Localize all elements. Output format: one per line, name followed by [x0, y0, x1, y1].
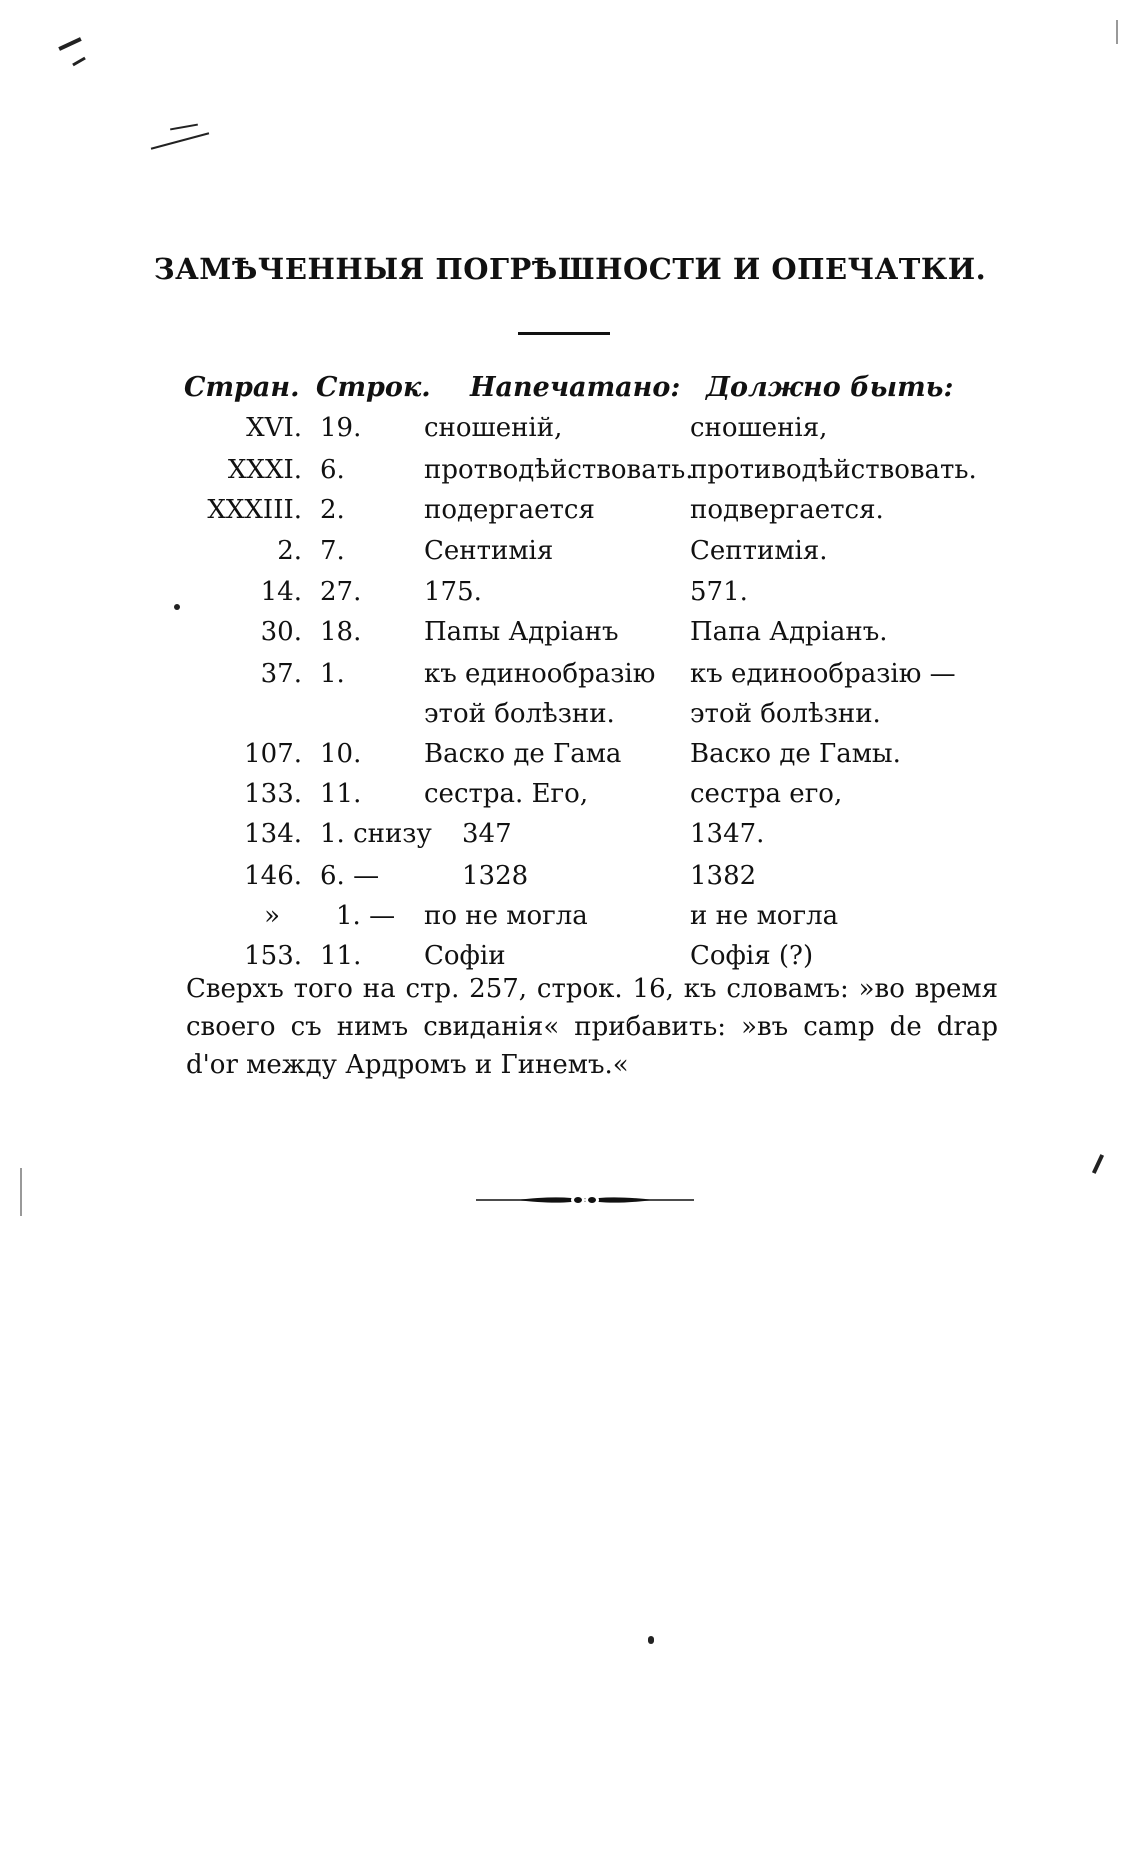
row-line: 18. — [320, 617, 362, 647]
row-printed: подергается — [424, 495, 595, 525]
row-line: 1. снизу — [320, 819, 432, 849]
table-row — [0, 572, 1140, 612]
row-printed: къ единообразію — [424, 659, 656, 689]
row-printed: сестра. Его, — [424, 779, 589, 809]
column-header-correct: Должно быть: — [706, 372, 954, 403]
column-header-printed: Напечатано: — [470, 372, 681, 403]
row-page: » — [264, 901, 280, 931]
row-correct: 1347. — [690, 819, 765, 849]
row-printed: этой болѣзни. — [424, 699, 615, 729]
row-line: 2. — [320, 495, 345, 525]
row-printed: 175. — [424, 577, 482, 607]
row-correct: къ единообразію — — [690, 659, 956, 689]
row-printed: сношеній, — [424, 413, 563, 443]
row-line: 27. — [320, 577, 362, 607]
row-correct: Папа Адріанъ. — [690, 617, 888, 647]
row-page: 37. — [260, 659, 302, 689]
row-correct: Септимія. — [690, 536, 828, 566]
row-correct: 1382 — [690, 861, 757, 891]
scan-mark — [20, 1168, 22, 1216]
row-correct: этой болѣзни. — [690, 699, 881, 729]
row-correct: Софія (?) — [690, 941, 814, 971]
row-printed: протводѣйствовать. — [424, 455, 694, 485]
scan-mark — [648, 1636, 654, 1644]
row-line: 7. — [320, 536, 345, 566]
row-correct: сношенія, — [690, 413, 828, 443]
row-page: 30. — [260, 617, 302, 647]
row-correct: сестра его, — [690, 779, 843, 809]
table-row — [0, 408, 1140, 448]
column-header-page: Стран. — [184, 372, 300, 403]
row-printed: Васко де Гама — [424, 739, 622, 769]
row-page: 146. — [244, 861, 302, 891]
row-page: XXXIII. — [207, 495, 302, 525]
row-page: XXXI. — [227, 455, 302, 485]
row-printed: Папы Адріанъ — [424, 617, 619, 647]
row-printed: 347 — [462, 819, 512, 849]
scan-mark — [1092, 1154, 1104, 1174]
title-rule — [518, 332, 610, 335]
page-title: ЗАМѢЧЕННЫЯ ПОГРѢШНОСТИ И ОПЕЧАТКИ. — [153, 252, 987, 286]
scan-mark — [1116, 20, 1118, 44]
row-printed: Сентимія — [424, 536, 554, 566]
table-row — [0, 450, 1140, 490]
row-line: 11. — [320, 779, 362, 809]
row-page: 153. — [244, 941, 302, 971]
scan-mark — [151, 132, 209, 149]
scan-mark — [58, 37, 81, 51]
row-printed: по не могла — [424, 901, 588, 931]
scan-mark — [170, 124, 198, 131]
table-row — [0, 856, 1140, 896]
row-printed: 1328 — [462, 861, 529, 891]
row-correct: Васко де Гамы. — [690, 739, 901, 769]
row-correct: 571. — [690, 577, 748, 607]
table-row — [0, 896, 1140, 936]
addendum-note: Сверхъ того на стр. 257, строк. 16, къ словамъ: »во время своего съ нимъ свиданія« прибавить: »въ camp de drap d'or между Ардромъ и Гинемъ.« — [186, 974, 998, 1080]
row-page: XVI. — [246, 413, 302, 443]
row-page: 133. — [244, 779, 302, 809]
row-line: 19. — [320, 413, 362, 443]
row-correct: противодѣйствовать. — [690, 455, 977, 485]
scan-mark — [72, 57, 86, 67]
row-correct: подвергается. — [690, 495, 884, 525]
row-line: 1. — [320, 659, 345, 689]
row-page: 134. — [244, 819, 302, 849]
table-row — [0, 814, 1140, 854]
row-line: 10. — [320, 739, 362, 769]
row-page: 107. — [244, 739, 302, 769]
row-page: 2. — [277, 536, 302, 566]
row-page: 14. — [260, 577, 302, 607]
row-line: 6. — [320, 455, 345, 485]
table-row — [0, 694, 1140, 734]
ornament-divider — [476, 1194, 694, 1206]
row-line: 6. — — [320, 861, 380, 891]
table-row — [0, 531, 1140, 571]
table-row — [0, 774, 1140, 814]
row-printed: Софіи — [424, 941, 506, 971]
table-row — [0, 654, 1140, 694]
row-line: 11. — [320, 941, 362, 971]
table-row — [0, 490, 1140, 530]
row-correct: и не могла — [690, 901, 839, 931]
row-line: 1. — — [336, 901, 396, 931]
column-header-line: Строк. — [316, 372, 431, 403]
table-row — [0, 734, 1140, 774]
table-header — [0, 368, 1140, 408]
table-row — [0, 612, 1140, 652]
